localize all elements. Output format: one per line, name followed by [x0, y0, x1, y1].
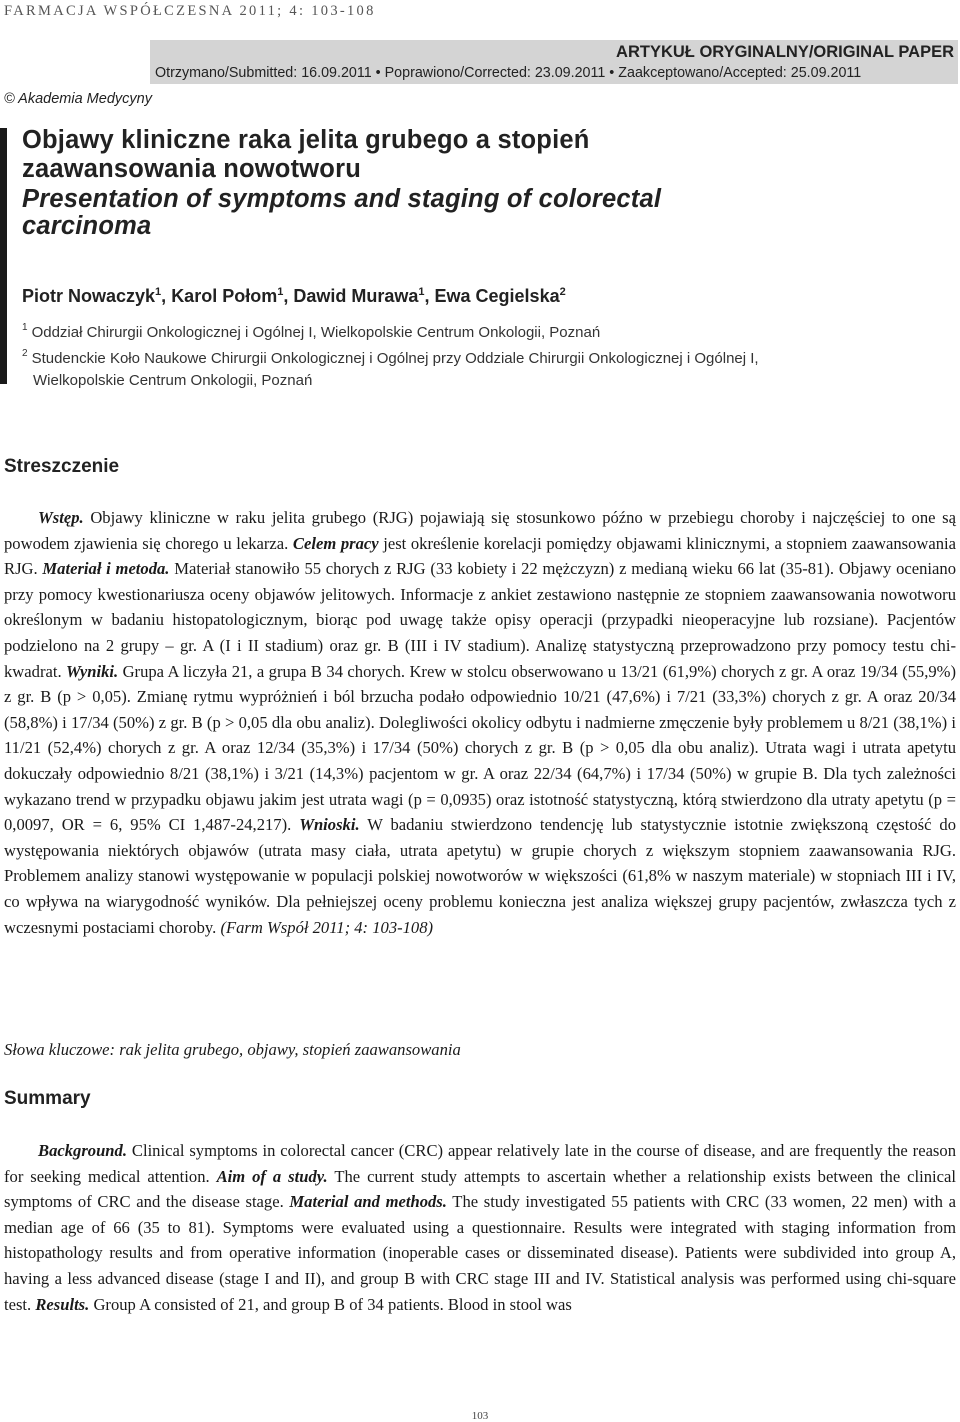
- author-affiliation-mark: 2: [559, 286, 566, 298]
- author-affiliation-mark: 1: [277, 286, 284, 298]
- author-name: Piotr Nowaczyk: [22, 286, 156, 306]
- submission-dates: Otrzymano/Submitted: 16.09.2011 • Poprawiono/Corrected: 23.09.2011 • Zaakceptowano/Accepted: 25.09.2011: [155, 65, 862, 81]
- label-results: Results.: [35, 1294, 90, 1314]
- title-english-line1: Presentation of symptoms and staging of colorectal: [22, 185, 662, 213]
- text-wyniki: Grupa A liczyła 21, a grupa B 34 chorych. Krew w stolcu obserwowano u 13/21 (61,9%) chorych z gr. A oraz 19/34 (55,9%) z gr. B (p > 0,05). Zmianę rytmu wypróżnień i ból brzucha podało odpowiednio 10/21 (47,6%) i 7/21 (33,3%) chorych z gr. A oraz 20/34 (58,8%) i 17/34 (50%) z gr. B (p > 0,05 dla obu analiz). Dolegliwości okolicy odbytu i nadmierne zmęczenie były problemem u 8/21 (38,1%) i 11/21 (52,4%) chorych z gr. A oraz 12/34 (35,3%) i 17/34 (50%) chorych z gr. B (p > 0,05 dla obu analiz). Utrata wagi i utrata apetytu dokuczały odpowiednio 8/21 (38,1%) i 3/21 (14,3%) pacjentom w gr. A oraz 22/34 (64,7%) i 17/34 (50%) w grupie B. Dla tych zależności wykazano trend w przypadku objawu jakim jest utrata wagi (p = 0,0935) oraz istotność statystyczną, którą stwierdzono dla utraty apetytu (p = 0,0097, OR = 6, 95% CI 1,487-24,217).: [4, 661, 956, 835]
- label-methods: Material and methods.: [289, 1192, 447, 1212]
- title-polish: [22, 126, 590, 184]
- title-english: [22, 186, 661, 240]
- affiliation-number: 1: [22, 322, 28, 333]
- journal-header: FARMACJA WSPÓŁCZESNA 2011; 4: 103-108: [4, 3, 376, 19]
- abstract-polish: [4, 505, 956, 940]
- label-aim: Aim of a study.: [216, 1166, 328, 1186]
- affiliation: [22, 344, 759, 392]
- label-wnioski: Wnioski.: [299, 815, 360, 835]
- abstract-english: [4, 1138, 956, 1317]
- author-name: Ewa Cegielska: [434, 286, 560, 306]
- citation: (Farm Współ 2011; 4: 103-108): [220, 917, 434, 937]
- abstract-heading-en: Summary: [4, 1088, 91, 1109]
- title-accent-bar: [0, 128, 7, 384]
- label-background: Background.: [38, 1141, 127, 1160]
- page-number: 103: [471, 1410, 489, 1422]
- text-methods: The study investigated 55 patients with CRC (33 women, 22 men) with a median age of 66 (35 to 81). Symptoms were evaluated using a questionnaire. Results were integrated with staging information from histopathology results and from operative information (inoperable cases or disseminated disease). Patients were subdivided into group A, having a less advanced disease (stage I and II), and group B with CRC stage III and IV. Statistical analysis was performed using chi-square test.: [4, 1192, 956, 1314]
- label-cel: Celem pracy: [292, 533, 379, 553]
- affiliation-text: Studenckie Koło Naukowe Chirurgii Onkologicznej i Ogólnej przy Oddziale Chirurgii Onkologicznej i Ogólnej I,: [31, 350, 759, 367]
- text-aim: The current study attempts to ascertain whether a relationship exists between the clinical symptoms of CRC and the disease stage.: [4, 1166, 956, 1212]
- article-info-band: [150, 40, 958, 84]
- text-results: Group A consisted of 21, and group B of 34 patients. Blood in stool was: [89, 1294, 572, 1314]
- text-wstep: Objawy kliniczne w raku jelita grubego (RJG) pojawiają się stosunkowo późno w przebiegu choroby i najczęściej to one są powodem zjawienia się chorego u lekarza.: [4, 508, 956, 553]
- article-type: ARTYKUŁ ORYGINALNY/ORIGINAL PAPER: [616, 43, 954, 61]
- title-english-line2: carcinoma: [22, 212, 152, 240]
- affiliation-number: 2: [22, 348, 28, 359]
- label-wyniki: Wyniki.: [66, 661, 119, 681]
- author-name: Dawid Murawa: [293, 286, 419, 306]
- author-affiliation-mark: 1: [155, 286, 162, 298]
- copyright: © Akademia Medycyny: [4, 91, 152, 107]
- text-cel: jest określenie korelacji pomiędzy objawami klinicznymi, a stopniem zaawansowania RJG.: [4, 533, 957, 579]
- title-polish-line1: Objawy kliniczne raka jelita grubego a stopień: [22, 126, 590, 154]
- label-wstep: Wstęp.: [38, 508, 84, 527]
- text-wnioski: W badaniu stwierdzono tendencję lub statystycznie istotnie zwiększoną częstość do występowania niektórych objawów (utrata masy ciała, utrata apetytu) w grupie chorych z większym stopniem zaawansowania RJG. Problemem analizy stanowi występowanie w populacji polskiej nowotworów w większości (61,8% w naszym materiale) w stopniach III i IV, co wpływa na wiarygodność wyników. Dla pełniejszej oceny problemu konieczna jest analiza większej grupy pacjentów, zwłaszcza tych z wczesnymi postaciami choroby.: [4, 815, 956, 937]
- keywords: Słowa kluczowe: rak jelita grubego, objawy, stopień zaawansowania: [4, 1040, 461, 1059]
- label-material: Materiał i metoda.: [42, 559, 170, 579]
- text-material: Materiał stanowiło 55 chorych z RJG (33 kobiety i 22 mężczyzn) z medianą wieku 66 lat (35-81). Objawy oceniano przy pomocy kwestionariusza oceny objawów jelitowych. Informacje z ankiet zestawiono następnie ze stopniem zaawansowania nowotworu określonym w badaniu histopatologicznym, biorąc pod uwagę także opisy operacji (przypadki nieoperacyjne lub rozsiane). Pacjentów podzielono na 2 grupy – gr. A (I i II stadium) oraz gr. B (III i IV stadium). Analizę statystyczną przeprowadzono przy pomocy testu chi-kwadrat.: [4, 559, 956, 681]
- title-polish-line2: zaawansowania nowotworu: [22, 155, 361, 183]
- abstract-heading-pl: Streszczenie: [4, 456, 120, 477]
- author-affiliation-mark: 1: [418, 286, 425, 298]
- affiliation: [22, 318, 600, 344]
- text-background: Clinical symptoms in colorectal cancer (CRC) appear relatively late in the course of disease, and are frequently the reason for seeking medical attention.: [4, 1141, 956, 1186]
- affiliation-text-cont: Wielkopolskie Centrum Onkologii, Poznań: [33, 372, 313, 389]
- authors: Piotr Nowaczyk$^1$, Karol Połom$^1$, Dawid Murawa$^1$, Ewa Cegielska$^2$: [22, 286, 566, 306]
- author-name: Karol Połom: [171, 286, 278, 306]
- affiliation-text: Oddział Chirurgii Onkologicznej i Ogólnej I, Wielkopolskie Centrum Onkologii, Poznań: [31, 324, 601, 341]
